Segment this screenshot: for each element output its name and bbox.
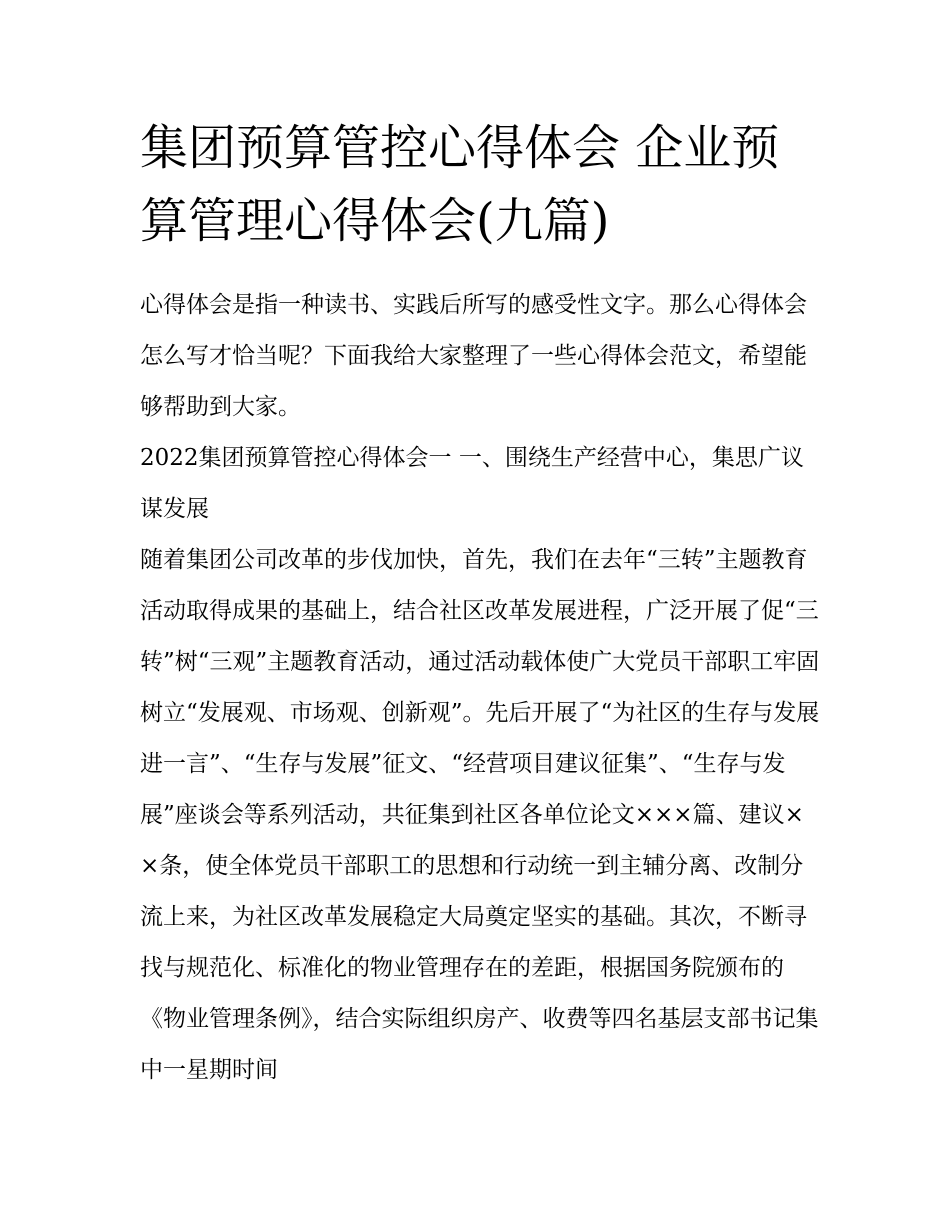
paragraph-intro: 心得体会是指一种读书、实践后所写的感受性文字。那么心得体会怎么写才恰当呢？下面我给大家整理了一些心得体会范文，希望能够帮助到大家。	[140, 292, 807, 420]
paragraph-main: 随着集团公司改革的步伐加快，首先，我们在去年“三转”主题教育活动取得成果的基础上，结合社区改革发展进程，广泛开展了促“三转”树“三观”主题教育活动，通过活动载体使广大党员干部职工牢固树立“发展观、市场观、创新观”。先后开展了“为社区的生存与发展进一言”、“生存与发展”征文、“经营项目建议征集”、“生存与发展”座谈会等系列活动，共征集到社区各单位论文×××篇、建议××条，使全体党员干部职工的思想和行动统一到主辅分离、改制分流上来，为社区改革发展稳定大局奠定坚实的基础。其次，不断寻找与规范化、标准化的物业管理存在的差距，根据国务院颁布的《物业管理条例》，结合实际组织房产、收费等四名基层支部书记集中一星期时间	[140, 547, 820, 1083]
paragraph-section-heading: 2022集团预算管控心得体会一 一、围绕生产经营中心，集思广议谋发展	[140, 445, 804, 522]
document-title: 集团预算管控心得体会 企业预算管理心得体会(九篇)	[140, 120, 780, 249]
document-body	[140, 280, 820, 1096]
